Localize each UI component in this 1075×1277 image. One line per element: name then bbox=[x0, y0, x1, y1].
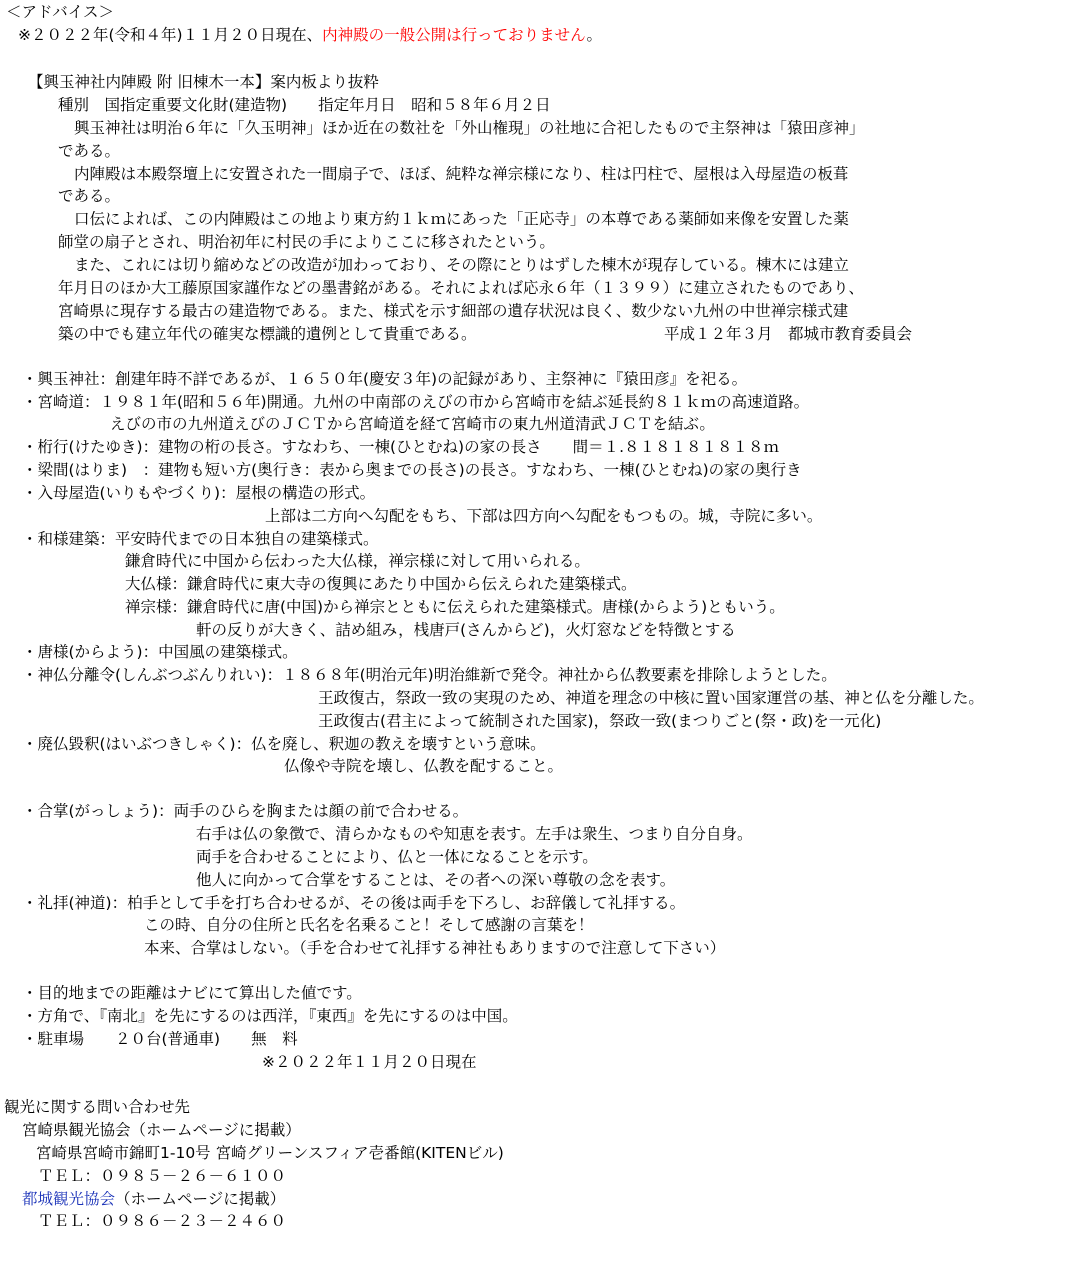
advice-heading: ＜アドバイス＞ bbox=[6, 3, 115, 21]
misc-item: ・方角で、『南北』を先にするのは西洋，『東西』を先にするのは中国。 bbox=[22, 1007, 518, 1025]
pref-assoc-name: 宮崎県観光協会（ホームページに掲載） bbox=[22, 1121, 301, 1139]
misc-item: ・目的地までの距離はナビにて算出した値です。 bbox=[22, 984, 362, 1002]
signboard-line: 宮崎県に現存する最古の建造物である。また、様式を示す細部の遺存状況は良く、数少ない九州の中世禅宗様式建 bbox=[58, 302, 849, 320]
signboard-line: である。 bbox=[58, 187, 121, 205]
gassho-item: ・合掌(がっしょう)：両手のひらを胸または顔の前で合わせる。 bbox=[22, 802, 469, 820]
parking-date: ※２０２２年１１月２０日現在 bbox=[262, 1053, 477, 1071]
note-item: ・桁行(けたゆき)：建物の桁の長さ。すなわち、一棟(ひとむね)の家の長さ 間＝１.８１８１８１８１８ｍ bbox=[22, 438, 779, 456]
note-item: えびの市の九州道えびのＪＣＴから宮崎道を経て宮崎市の東九州道清武ＪＣＴを結ぶ。 bbox=[110, 415, 715, 433]
pref-assoc-address: 宮崎県宮崎市錦町1-10号 宮崎グリーンスフィア壱番館(KITENビル) bbox=[36, 1144, 504, 1162]
note-item: 大仏様：鎌倉時代に東大寺の復興にあたり中国から伝えられた建築様式。 bbox=[125, 575, 637, 593]
signboard-category: 種別 国指定重要文化財(建造物) 指定年月日 昭和５８年６月２日 bbox=[58, 96, 551, 114]
signboard-line: である。 bbox=[58, 142, 121, 160]
signboard-title: 【興玉神社内陣殿 附 旧棟木一本】案内板より抜粋 bbox=[28, 73, 379, 91]
gassho-item: 両手を合わせることにより、仏と一体になることを示す。 bbox=[196, 848, 598, 866]
parking-info: ・駐車場 ２０台(普通車) 無 料 bbox=[22, 1030, 298, 1048]
gassho-item: 本来、合掌はしない。（手を合わせて礼拝する神社もありますので注意して下さい） bbox=[144, 939, 726, 957]
note-item: 軒の反りが大きく、詰め組み，桟唐戸(さんからど)，火灯窓などを特徴とする bbox=[196, 621, 736, 639]
signboard-line: 年月日のほか大工藤原国家謹作などの墨書銘がある。それによれば応永６年（１３９９）に建立されたものであり、 bbox=[58, 279, 865, 297]
note-item: 王政復古(君主によって統制された国家)，祭政一致(まつりごと(祭・政)を一元化) bbox=[318, 712, 882, 730]
city-assoc-link[interactable]: 都城観光協会 bbox=[22, 1190, 116, 1208]
public-notice-suffix: 。 bbox=[586, 26, 603, 44]
contact-heading: 観光に関する問い合わせ先 bbox=[4, 1098, 191, 1116]
city-assoc bbox=[22, 1189, 285, 1209]
public-notice-highlight: 内神殿の一般公開は行っておりません bbox=[322, 26, 587, 44]
signboard-line: 口伝によれば、この内陣殿はこの地より東方約１ｋｍにあった「正応寺」の本尊である薬師如来像を安置した薬 bbox=[74, 210, 849, 228]
public-notice-prefix: ※２０２２年(令和４年)１１月２０日現在、 bbox=[18, 26, 323, 44]
public-notice bbox=[18, 25, 602, 45]
note-item: ・興玉神社：創建年時不詳であるが、１６５０年(慶安３年)の記録があり、主祭神に『猿田彦』を祀る。 bbox=[22, 370, 748, 388]
note-item: 王政復古，祭政一致の実現のため、神道を理念の中核に置い国家運営の基、神と仏を分離した。 bbox=[318, 689, 984, 707]
note-item: ・神仏分離令(しんぶつぶんりれい)：１８６８年(明治元年)明治維新で発令。神社から仏教要素を排除しようとした。 bbox=[22, 666, 837, 684]
note-item: ・和様建築：平安時代までの日本独自の建築様式。 bbox=[22, 530, 379, 548]
note-item: ・廃仏毀釈(はいぶつきしゃく)：仏を廃し、釈迦の教えを壊すという意味。 bbox=[22, 735, 546, 753]
signboard-signature: 平成１２年３月 都城市教育委員会 bbox=[664, 325, 913, 343]
signboard-line: 内陣殿は本殿祭壇上に安置された一間扇子で、ほぼ、純粋な禅宗様になり、柱は円柱で、屋根は入母屋造の板葺 bbox=[74, 165, 849, 183]
gassho-item: ・礼拝(神道)：柏手として手を打ち合わせるが、その後は両手を下ろし、お辞儀して礼拝する。 bbox=[22, 894, 686, 912]
note-item: ・宮崎道：１９８１年(昭和５６年)開通。九州の中南部のえびの市から宮崎市を結ぶ延長約８１ｋｍの高速道路。 bbox=[22, 393, 810, 411]
pref-assoc-tel: ＴＥＬ：０９８５－２６－６１００ bbox=[38, 1167, 287, 1185]
note-item: 鎌倉時代に中国から伝わった大仏様，禅宗様に対して用いられる。 bbox=[125, 552, 590, 570]
note-item: 上部は二方向へ勾配をもち、下部は四方向へ勾配をもつもの。城，寺院に多い。 bbox=[265, 507, 823, 525]
signboard-line: 師堂の扇子とされ、明治初年に村民の手によりここに移されたという。 bbox=[58, 233, 555, 251]
gassho-item: 右手は仏の象徴で、清らかなものや知恵を表す。左手は衆生、つまり自分自身。 bbox=[196, 825, 753, 843]
city-assoc-note: （ホームページに掲載） bbox=[115, 1190, 286, 1208]
note-item: 禅宗様：鎌倉時代に唐(中国)から禅宗とともに伝えられた建築様式。唐様(からよう)ともいう。 bbox=[125, 598, 785, 616]
gassho-item: この時、自分の住所と氏名を名乗ること！そして感謝の言葉を！ bbox=[144, 916, 594, 934]
note-item: ・梁間(はりま) ：建物も短い方(奥行き：表から奥までの長さ)の長さ。すなわち、一棟(ひとむね)の家の奥行き bbox=[22, 461, 802, 479]
signboard-line: 築の中でも建立年代の確実な標識的遺例として貴重である。 bbox=[58, 325, 477, 343]
signboard-line: また、これには切り縮めなどの改造が加わっており、その際にとりはずした棟木が現存している。棟木には建立 bbox=[74, 256, 849, 274]
gassho-item: 他人に向かって合掌をすることは、その者への深い尊敬の念を表す。 bbox=[196, 871, 676, 889]
note-item: ・入母屋造(いりもやづくり)：屋根の構造の形式。 bbox=[22, 484, 376, 502]
city-assoc-tel: ＴＥＬ：０９８６－２３－２４６０ bbox=[38, 1212, 287, 1230]
signboard-line: 興玉神社は明治６年に「久玉明神」ほか近在の数社を「外山権現」の社地に合祀したもので主祭神は「猿田彦神」 bbox=[74, 119, 865, 137]
note-item: ・唐様(からよう)：中国風の建築様式。 bbox=[22, 643, 298, 661]
note-item: 仏像や寺院を壊し、仏教を配すること。 bbox=[284, 757, 564, 775]
